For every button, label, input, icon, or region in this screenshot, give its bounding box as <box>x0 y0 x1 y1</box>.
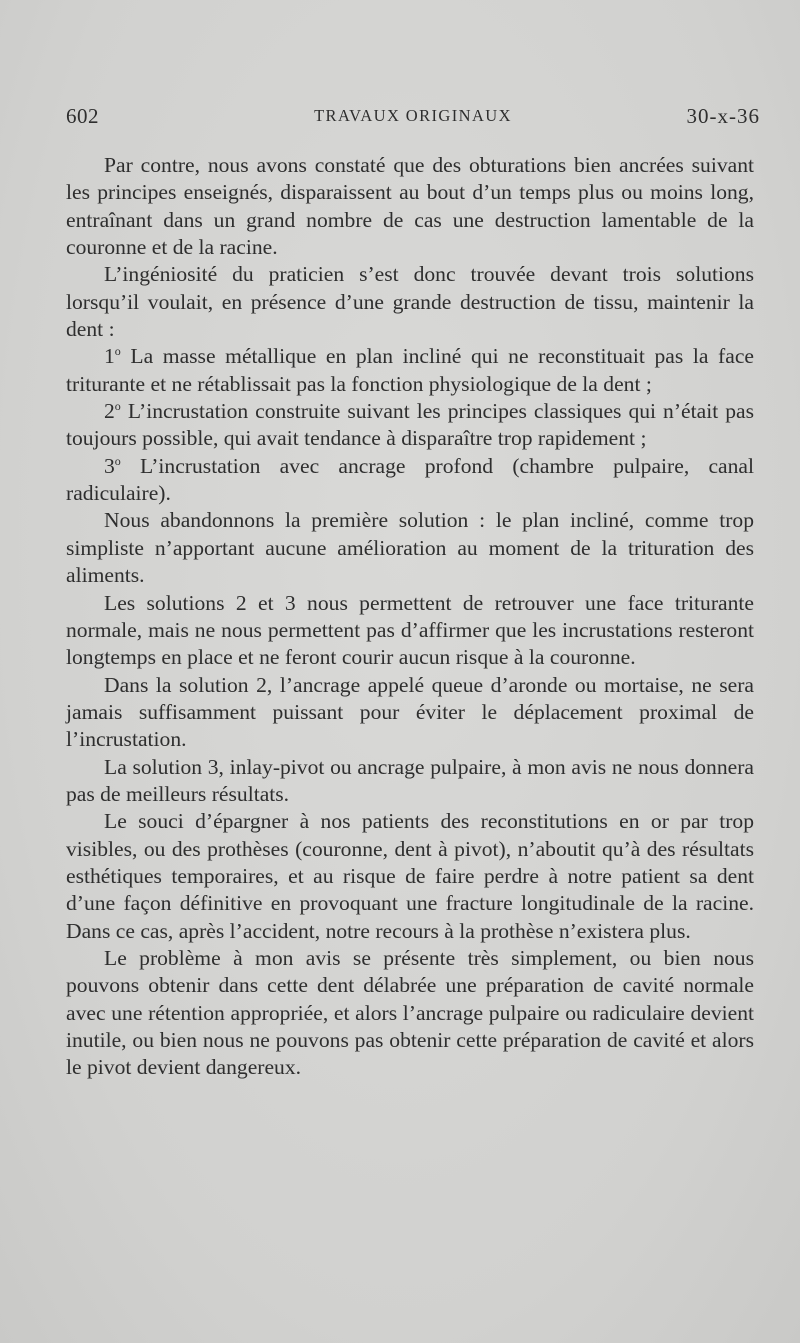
list-item <box>66 343 754 398</box>
paragraph: Le souci d’épargner à nos patients des reconstitutions en or par trop visibles, ou des prothèses (couronne, dent à pivot), n’aboutit qu’à des résultats esthétiques temporaires, et au risque de faire perdre à notre patient sa dent d’une façon définitive en provoquant une fracture longitudinale de la racine. Dans ce cas, après l’accident, notre recours à la prothèse n’existera plus. <box>66 809 754 943</box>
list-number: 3 <box>104 453 115 478</box>
running-header <box>66 104 760 134</box>
page-number: 602 <box>66 104 99 128</box>
paragraph: Les solutions 2 et 3 nous permettent de retrouver une face triturante normale, mais ne nous permettent pas d’affirmer que les incrustations resteront longtemps en place et ne feront courir aucun risque à la couronne. <box>66 590 754 670</box>
list-number: 1 <box>104 344 115 369</box>
list-item-text: L’incrustation avec ancrage profond (chambre pulpaire, canal radiculaire). <box>66 453 754 506</box>
body-text <box>66 152 754 1082</box>
ordinal-suffix: o <box>114 453 121 468</box>
list-item <box>66 453 754 508</box>
issue-date: 30-x-36 <box>686 104 760 128</box>
list-item-text: La masse métallique en plan incliné qui ne reconstituait pas la face triturante et ne rétablissait pas la fonction physiologique de la dent ; <box>66 344 754 396</box>
paragraph: Le problème à mon avis se présente très simplement, ou bien nous pouvons obtenir dans cette dent délabrée une préparation de cavité normale avec une rétention appropriée, et alors l’ancrage pulpaire ou radiculaire devient inutile, ou bien nous ne pouvons pas obtenir cette préparation de cavité et alors le pivot devient dangereux. <box>66 945 754 1080</box>
ordinal-suffix: o <box>114 399 121 414</box>
list-number: 2 <box>104 399 115 424</box>
paragraph: La solution 3, inlay-pivot ou ancrage pulpaire, à mon avis ne nous donnera pas de meilleurs résultats. <box>66 754 754 806</box>
list-item-text: L’incrustation construite suivant les principes classiques qui n’était pas toujours possible, qui avait tendance à disparaître trop rapidement ; <box>66 399 754 451</box>
paragraph: L’ingéniosité du praticien s’est donc trouvée devant trois solutions lorsqu’il voulait, en présence d’une grande destruction de tissu, maintenir la dent : <box>66 262 754 342</box>
ordinal-suffix: o <box>114 344 121 359</box>
paragraph: Dans la solution 2, l’ancrage appelé queue d’aronde ou mortaise, ne sera jamais suffisamment puissant pour éviter le déplacement proximal de l’incrustation. <box>66 672 754 752</box>
paragraph: Nous abandonnons la première solution : le plan incliné, comme trop simpliste n’apportant aucune amélioration au moment de la trituration des aliments. <box>66 508 754 588</box>
running-title: TRAVAUX ORIGINAUX <box>314 106 512 125</box>
paragraph: Par contre, nous avons constaté que des obturations bien ancrées suivant les principes enseignés, disparaissent au bout d’un temps plus ou moins long, entraînant dans un grand nombre de cas une destruction lamentable de la couronne et de la racine. <box>66 153 754 260</box>
list-item <box>66 398 754 453</box>
